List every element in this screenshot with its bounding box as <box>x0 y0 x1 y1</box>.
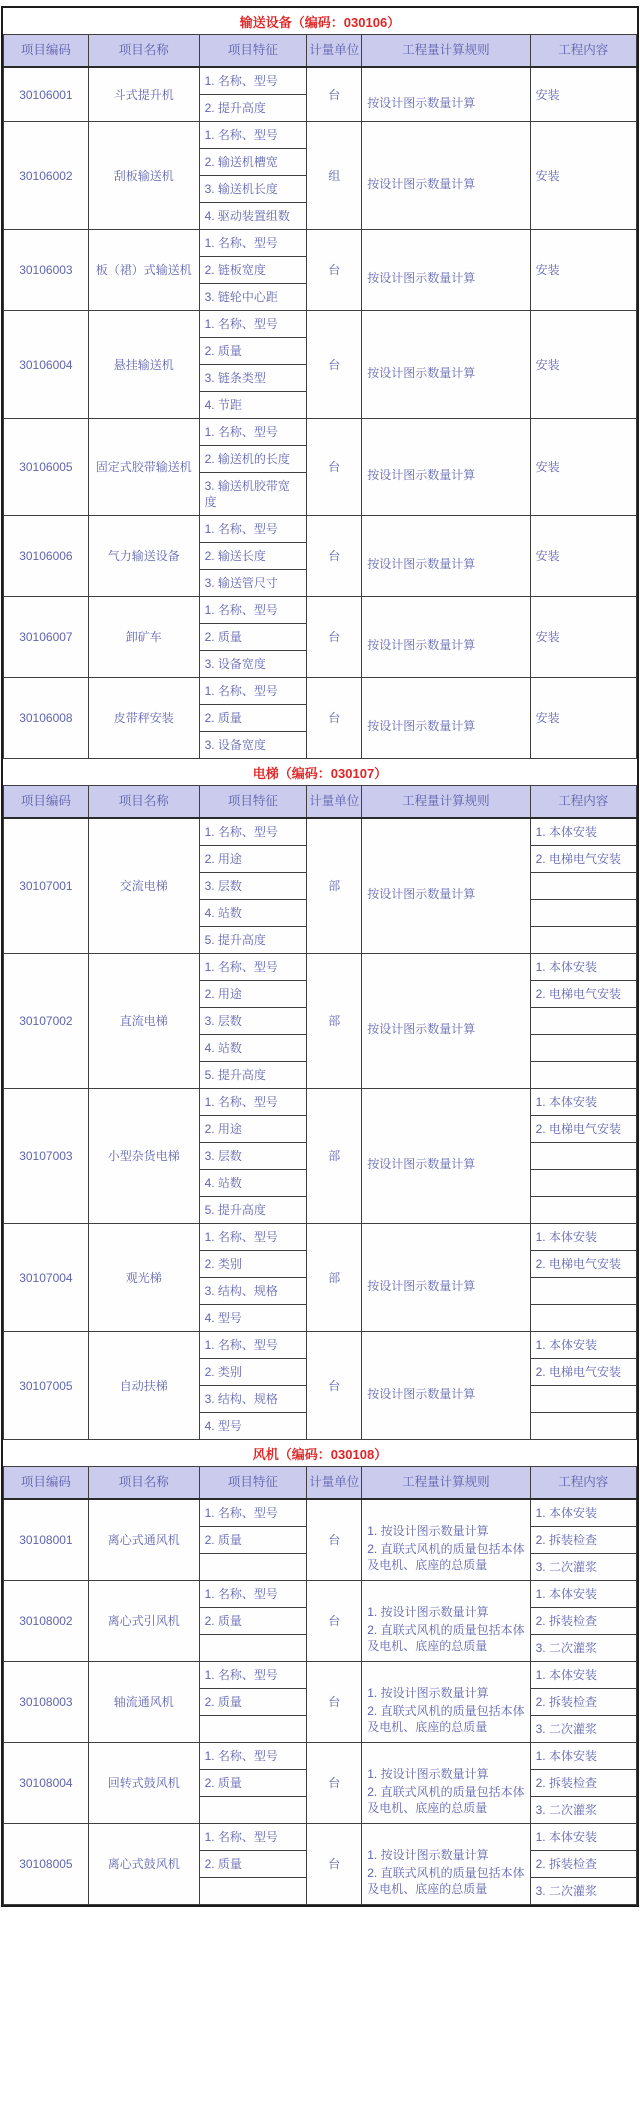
unit-cell: 台 <box>307 419 362 516</box>
rule-cell <box>362 818 530 954</box>
rule-cell <box>362 1662 530 1743</box>
column-header-item-code: 项目编码 <box>4 35 89 68</box>
column-header-rule: 工程量计算规则 <box>362 786 530 819</box>
content-cell: 1. 本体安装 <box>530 1824 636 1851</box>
rule-cell <box>362 230 530 311</box>
table-row <box>4 1743 637 1770</box>
column-header-row <box>4 786 637 819</box>
column-header-row <box>4 1467 637 1500</box>
content-cell: 2. 拆装检查 <box>530 1770 636 1797</box>
feature-cell: 2. 输送机槽宽 <box>199 149 307 176</box>
item-name-cell: 回转式鼓风机 <box>88 1743 199 1824</box>
content-cell: 2. 电梯电气安装 <box>530 846 636 873</box>
feature-cell: 3. 链条类型 <box>199 365 307 392</box>
content-cell: 安装 <box>530 311 636 419</box>
content-cell <box>530 873 636 900</box>
feature-cell: 5. 提升高度 <box>199 927 307 954</box>
column-header-item-name: 项目名称 <box>88 35 199 68</box>
feature-cell: 4. 节距 <box>199 392 307 419</box>
feature-cell: 1. 名称、型号 <box>199 818 307 846</box>
feature-cell: 2. 质量 <box>199 1851 307 1878</box>
content-cell <box>530 1035 636 1062</box>
content-cell: 2. 拆装检查 <box>530 1527 636 1554</box>
content-cell: 安装 <box>530 67 636 122</box>
feature-cell <box>199 1635 307 1662</box>
content-cell: 安装 <box>530 419 636 516</box>
content-cell <box>530 1413 636 1440</box>
unit-cell: 台 <box>307 678 362 759</box>
item-name-cell: 卸矿车 <box>88 597 199 678</box>
feature-cell: 1. 名称、型号 <box>199 1332 307 1359</box>
item-name-cell: 交流电梯 <box>88 818 199 954</box>
item-name-cell: 刮板输送机 <box>88 122 199 230</box>
unit-cell: 部 <box>307 818 362 954</box>
section-title: 输送设备（编码：030106） <box>3 8 637 34</box>
feature-cell: 3. 链轮中心距 <box>199 284 307 311</box>
content-cell: 1. 本体安装 <box>530 1581 636 1608</box>
rule-text: 按设计图示数量计算 <box>367 1386 476 1401</box>
rule-cell <box>362 678 530 759</box>
item-name-cell: 自动扶梯 <box>88 1332 199 1440</box>
rule-text: 按设计图示数量计算 <box>367 1157 476 1171</box>
item-name-cell: 皮带秤安装 <box>88 678 199 759</box>
feature-cell: 3. 层数 <box>199 1143 307 1170</box>
column-header-feature: 项目特征 <box>199 35 307 68</box>
item-name-cell: 悬挂输送机 <box>88 311 199 419</box>
content-cell: 3. 二次灌浆 <box>530 1797 636 1824</box>
feature-cell <box>199 1878 307 1905</box>
item-code-cell: 30107005 <box>4 1332 89 1440</box>
item-code-cell: 30106005 <box>4 419 89 516</box>
rule-text: 按设计图示数量计算 <box>367 271 476 285</box>
column-header-rule: 工程量计算规则 <box>362 1467 530 1500</box>
column-header-unit: 计量单位 <box>307 786 362 819</box>
content-cell: 安装 <box>530 597 636 678</box>
unit-cell: 台 <box>307 516 362 597</box>
column-header-rule: 工程量计算规则 <box>362 35 530 68</box>
rule-text: 2. 直联式风机的质量包括本体及电机、底座的总质量 <box>367 1866 525 1896</box>
content-cell: 2. 拆装检查 <box>530 1608 636 1635</box>
unit-cell: 台 <box>307 1581 362 1662</box>
section-title: 风机（编码：030108） <box>3 1440 637 1466</box>
section-table <box>3 34 637 759</box>
table-row <box>4 818 637 846</box>
content-cell: 3. 二次灌浆 <box>530 1635 636 1662</box>
feature-cell: 4. 型号 <box>199 1305 307 1332</box>
feature-cell: 1. 名称、型号 <box>199 1743 307 1770</box>
item-code-cell: 30106004 <box>4 311 89 419</box>
content-cell <box>530 927 636 954</box>
content-cell: 安装 <box>530 678 636 759</box>
item-name-cell: 斗式提升机 <box>88 67 199 122</box>
feature-cell: 4. 驱动装置组数 <box>199 203 307 230</box>
content-cell: 1. 本体安装 <box>530 1662 636 1689</box>
content-cell: 2. 电梯电气安装 <box>530 1251 636 1278</box>
content-cell: 1. 本体安装 <box>530 1743 636 1770</box>
feature-cell: 2. 输送机的长度 <box>199 446 307 473</box>
table-row <box>4 1089 637 1116</box>
content-cell: 1. 本体安装 <box>530 954 636 981</box>
unit-cell: 台 <box>307 311 362 419</box>
content-cell: 1. 本体安装 <box>530 1499 636 1527</box>
feature-cell: 1. 名称、型号 <box>199 1224 307 1251</box>
feature-cell <box>199 1797 307 1824</box>
content-cell <box>530 1197 636 1224</box>
feature-cell: 1. 名称、型号 <box>199 311 307 338</box>
item-name-cell: 离心式通风机 <box>88 1499 199 1581</box>
item-name-cell: 离心式引风机 <box>88 1581 199 1662</box>
rule-text: 按设计图示数量计算 <box>367 719 476 733</box>
content-cell: 安装 <box>530 230 636 311</box>
table-row <box>4 122 637 149</box>
feature-cell: 1. 名称、型号 <box>199 67 307 95</box>
rule-cell <box>362 67 530 122</box>
content-cell <box>530 1386 636 1413</box>
item-name-cell: 小型杂货电梯 <box>88 1089 199 1224</box>
feature-cell: 2. 质量 <box>199 1527 307 1554</box>
rule-cell <box>362 419 530 516</box>
item-code-cell: 30108005 <box>4 1824 89 1905</box>
column-header-content: 工程内容 <box>530 35 636 68</box>
content-cell: 2. 拆装检查 <box>530 1689 636 1716</box>
feature-cell: 3. 结构、规格 <box>199 1386 307 1413</box>
item-code-cell: 30106001 <box>4 67 89 122</box>
feature-cell: 3. 层数 <box>199 1008 307 1035</box>
rule-text: 按设计图示数量计算 <box>367 1022 476 1036</box>
rule-cell <box>362 1089 530 1224</box>
rule-text: 2. 直联式风机的质量包括本体及电机、底座的总质量 <box>367 1704 525 1734</box>
table-row <box>4 1662 637 1689</box>
feature-cell: 1. 名称、型号 <box>199 1824 307 1851</box>
rule-cell <box>362 1743 530 1824</box>
content-cell: 2. 拆装检查 <box>530 1851 636 1878</box>
content-cell: 3. 二次灌浆 <box>530 1716 636 1743</box>
item-code-cell: 30106003 <box>4 230 89 311</box>
rule-cell <box>362 122 530 230</box>
rule-cell <box>362 954 530 1089</box>
table-row <box>4 678 637 705</box>
feature-cell: 1. 名称、型号 <box>199 954 307 981</box>
content-cell <box>530 1170 636 1197</box>
content-cell: 2. 电梯电气安装 <box>530 1359 636 1386</box>
feature-cell: 1. 名称、型号 <box>199 230 307 257</box>
content-cell: 1. 本体安装 <box>530 818 636 846</box>
column-header-item-name: 项目名称 <box>88 1467 199 1500</box>
column-header-row <box>4 35 637 68</box>
feature-cell: 1. 名称、型号 <box>199 122 307 149</box>
feature-cell: 1. 名称、型号 <box>199 1581 307 1608</box>
item-name-cell: 轴流通风机 <box>88 1662 199 1743</box>
feature-cell: 2. 用途 <box>199 846 307 873</box>
feature-cell: 3. 层数 <box>199 873 307 900</box>
table-row <box>4 1332 637 1359</box>
item-code-cell: 30106007 <box>4 597 89 678</box>
content-cell <box>530 1008 636 1035</box>
rule-text: 按设计图示数量计算 <box>367 365 476 380</box>
rule-cell <box>362 311 530 419</box>
feature-cell: 1. 名称、型号 <box>199 1662 307 1689</box>
rule-text: 按设计图示数量计算 <box>367 176 476 191</box>
content-cell: 1. 本体安装 <box>530 1089 636 1116</box>
rule-text: 按设计图示数量计算 <box>367 95 476 110</box>
rule-cell <box>362 1499 530 1581</box>
item-code-cell: 30108004 <box>4 1743 89 1824</box>
rule-text: 按设计图示数量计算 <box>367 638 476 652</box>
feature-cell: 2. 质量 <box>199 1608 307 1635</box>
table-row <box>4 597 637 624</box>
unit-cell: 部 <box>307 1089 362 1224</box>
rule-text: 1. 按设计图示数量计算 <box>367 1848 489 1862</box>
unit-cell: 台 <box>307 1743 362 1824</box>
rule-cell <box>362 1581 530 1662</box>
feature-cell: 2. 质量 <box>199 624 307 651</box>
item-code-cell: 30107004 <box>4 1224 89 1332</box>
rule-text: 按设计图示数量计算 <box>367 468 476 482</box>
rule-text: 1. 按设计图示数量计算 <box>367 1767 489 1781</box>
feature-cell: 2. 提升高度 <box>199 95 307 122</box>
table-row <box>4 1581 637 1608</box>
rule-text: 按设计图示数量计算 <box>367 1278 476 1293</box>
column-header-item-code: 项目编码 <box>4 786 89 819</box>
rule-cell <box>362 597 530 678</box>
item-code-cell: 30106008 <box>4 678 89 759</box>
column-header-content: 工程内容 <box>530 1467 636 1500</box>
item-name-cell: 板（裙）式输送机 <box>88 230 199 311</box>
item-code-cell: 30107001 <box>4 818 89 954</box>
table-row <box>4 516 637 543</box>
feature-cell: 1. 名称、型号 <box>199 419 307 446</box>
item-code-cell: 30107002 <box>4 954 89 1089</box>
rule-cell <box>362 1332 530 1440</box>
feature-cell: 2. 质量 <box>199 1770 307 1797</box>
table-row <box>4 67 637 95</box>
feature-cell: 1. 名称、型号 <box>199 1089 307 1116</box>
feature-cell: 5. 提升高度 <box>199 1197 307 1224</box>
rule-text: 2. 直联式风机的质量包括本体及电机、底座的总质量 <box>367 1785 525 1815</box>
content-cell: 1. 本体安装 <box>530 1332 636 1359</box>
column-header-unit: 计量单位 <box>307 35 362 68</box>
item-code-cell: 30108002 <box>4 1581 89 1662</box>
content-cell <box>530 900 636 927</box>
feature-cell: 2. 输送长度 <box>199 543 307 570</box>
item-code-cell: 30108001 <box>4 1499 89 1581</box>
feature-cell <box>199 1716 307 1743</box>
feature-cell: 4. 型号 <box>199 1413 307 1440</box>
column-header-feature: 项目特征 <box>199 786 307 819</box>
rule-cell <box>362 1224 530 1332</box>
content-cell <box>530 1305 636 1332</box>
item-name-cell: 气力输送设备 <box>88 516 199 597</box>
section-table <box>3 785 637 1440</box>
unit-cell: 台 <box>307 1824 362 1905</box>
feature-cell: 2. 用途 <box>199 981 307 1008</box>
rule-text: 按设计图示数量计算 <box>367 887 476 901</box>
rule-text: 2. 直联式风机的质量包括本体及电机、底座的总质量 <box>367 1623 525 1653</box>
table-row <box>4 311 637 338</box>
item-name-cell: 观光梯 <box>88 1224 199 1332</box>
content-cell: 2. 电梯电气安装 <box>530 981 636 1008</box>
rule-text: 1. 按设计图示数量计算 <box>367 1686 489 1700</box>
item-name-cell: 固定式胶带输送机 <box>88 419 199 516</box>
item-code-cell: 30106002 <box>4 122 89 230</box>
feature-cell: 1. 名称、型号 <box>199 678 307 705</box>
item-code-cell: 30108003 <box>4 1662 89 1743</box>
spec-table-document <box>1 6 639 1907</box>
table-row <box>4 230 637 257</box>
content-cell <box>530 1062 636 1089</box>
rule-text: 1. 按设计图示数量计算 <box>367 1605 489 1619</box>
unit-cell: 台 <box>307 1499 362 1581</box>
column-header-item-name: 项目名称 <box>88 786 199 819</box>
feature-cell <box>199 1554 307 1581</box>
feature-cell: 1. 名称、型号 <box>199 597 307 624</box>
feature-cell: 1. 名称、型号 <box>199 516 307 543</box>
feature-cell: 3. 设备宽度 <box>199 732 307 759</box>
feature-cell: 4. 站数 <box>199 1170 307 1197</box>
unit-cell: 组 <box>307 122 362 230</box>
rule-text: 1. 按设计图示数量计算 <box>367 1524 489 1538</box>
item-name-cell: 离心式鼓风机 <box>88 1824 199 1905</box>
content-cell <box>530 1278 636 1305</box>
content-cell: 3. 二次灌浆 <box>530 1554 636 1581</box>
unit-cell: 台 <box>307 1662 362 1743</box>
content-cell: 1. 本体安装 <box>530 1224 636 1251</box>
rule-cell <box>362 1824 530 1905</box>
feature-cell: 5. 提升高度 <box>199 1062 307 1089</box>
feature-cell: 2. 类别 <box>199 1251 307 1278</box>
unit-cell: 部 <box>307 954 362 1089</box>
feature-cell: 2. 链板宽度 <box>199 257 307 284</box>
table-row <box>4 1824 637 1851</box>
unit-cell: 台 <box>307 1332 362 1440</box>
table-row <box>4 419 637 446</box>
content-cell: 安装 <box>530 122 636 230</box>
feature-cell: 3. 输送机胶带宽度 <box>199 473 307 516</box>
item-code-cell: 30106006 <box>4 516 89 597</box>
table-row <box>4 954 637 981</box>
unit-cell: 部 <box>307 1224 362 1332</box>
unit-cell: 台 <box>307 597 362 678</box>
rule-text: 2. 直联式风机的质量包括本体及电机、底座的总质量 <box>367 1542 525 1572</box>
feature-cell: 1. 名称、型号 <box>199 1499 307 1527</box>
feature-cell: 3. 输送机长度 <box>199 176 307 203</box>
feature-cell: 2. 质量 <box>199 705 307 732</box>
unit-cell: 台 <box>307 67 362 122</box>
feature-cell: 2. 类别 <box>199 1359 307 1386</box>
item-name-cell: 直流电梯 <box>88 954 199 1089</box>
content-cell: 2. 电梯电气安装 <box>530 1116 636 1143</box>
table-row <box>4 1499 637 1527</box>
feature-cell: 3. 设备宽度 <box>199 651 307 678</box>
unit-cell: 台 <box>307 230 362 311</box>
item-code-cell: 30107003 <box>4 1089 89 1224</box>
section-table <box>3 1466 637 1905</box>
rule-cell <box>362 516 530 597</box>
feature-cell: 2. 用途 <box>199 1116 307 1143</box>
table-row <box>4 1224 637 1251</box>
column-header-item-code: 项目编码 <box>4 1467 89 1500</box>
feature-cell: 4. 站数 <box>199 1035 307 1062</box>
feature-cell: 3. 输送管尺寸 <box>199 570 307 597</box>
content-cell: 安装 <box>530 516 636 597</box>
column-header-unit: 计量单位 <box>307 1467 362 1500</box>
content-cell <box>530 1143 636 1170</box>
feature-cell: 2. 质量 <box>199 1689 307 1716</box>
column-header-feature: 项目特征 <box>199 1467 307 1500</box>
column-header-content: 工程内容 <box>530 786 636 819</box>
feature-cell: 3. 结构、规格 <box>199 1278 307 1305</box>
section-title: 电梯（编码：030107） <box>3 759 637 785</box>
feature-cell: 2. 质量 <box>199 338 307 365</box>
rule-text: 按设计图示数量计算 <box>367 557 476 571</box>
feature-cell: 4. 站数 <box>199 900 307 927</box>
content-cell: 3. 二次灌浆 <box>530 1878 636 1905</box>
